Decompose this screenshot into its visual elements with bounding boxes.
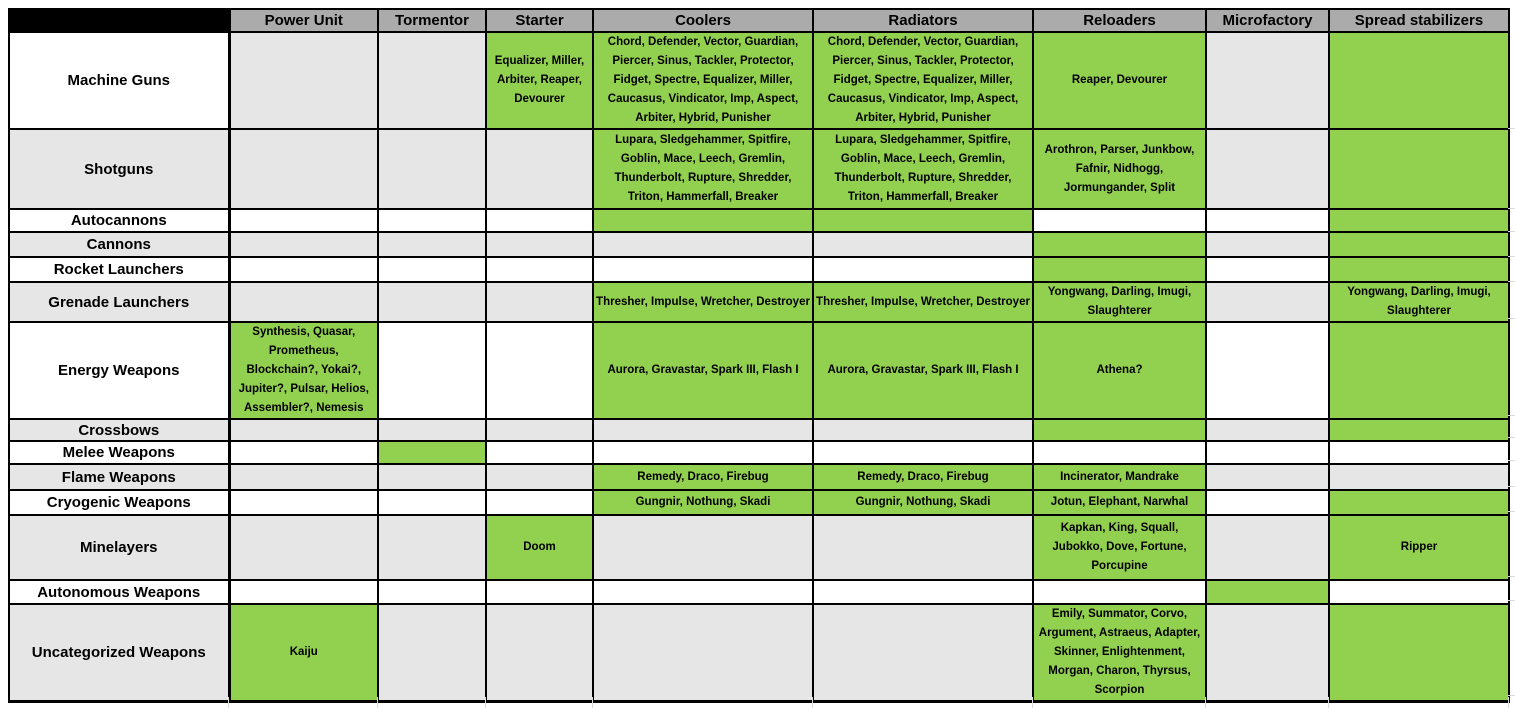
gridline: [1508, 576, 1515, 577]
gridline: [1508, 415, 1515, 416]
cell-melee-weapons-power-unit[interactable]: [229, 441, 378, 464]
cell-energy-weapons-power-unit[interactable]: Synthesis, Quasar, Prometheus, Blockchain?, Yokai?, Jupiter?, Pulsar, Helios, Assembler?, Nemesis: [229, 322, 378, 419]
cell-shotguns-radiators[interactable]: Lupara, Sledgehammer, Spitfire, Goblin, Mace, Leech, Gremlin, Thunderbolt, Rupture, Shredder, Triton, Hammerfall, Breaker: [813, 129, 1033, 209]
table-row: [9, 282, 1509, 322]
cell-minelayers-coolers[interactable]: [593, 515, 813, 580]
cell-grenade-launchers-tormentor[interactable]: [378, 282, 486, 322]
cell-minelayers-power-unit[interactable]: [229, 515, 378, 580]
cell-crossbows-starter[interactable]: [486, 419, 593, 441]
cell-grenade-launchers-power-unit[interactable]: [229, 282, 378, 322]
gridline: [1508, 208, 1515, 209]
cell-uncategorized-weapons-spread-stabilizers[interactable]: [1329, 604, 1509, 702]
row-label-autocannons[interactable]: Autocannons: [9, 209, 229, 232]
gridline: [812, 697, 813, 708]
cell-energy-weapons-coolers[interactable]: Aurora, Gravastar, Spark III, Flash I: [593, 322, 813, 419]
row-label-energy-weapons[interactable]: Energy Weapons: [9, 322, 229, 419]
row-label-flame-weapons[interactable]: Flame Weapons: [9, 464, 229, 490]
cell-cryogenic-weapons-power-unit[interactable]: [229, 490, 378, 515]
cell-crossbows-radiators[interactable]: [813, 419, 1033, 441]
cell-energy-weapons-microfactory[interactable]: [1206, 322, 1329, 419]
cell-autonomous-weapons-spread-stabilizers[interactable]: [1329, 580, 1509, 604]
cell-melee-weapons-reloaders[interactable]: [1033, 441, 1206, 464]
cell-rocket-launchers-coolers[interactable]: [593, 257, 813, 282]
cell-melee-weapons-starter[interactable]: [486, 441, 593, 464]
cell-cannons-tormentor[interactable]: [378, 232, 486, 257]
cell-flame-weapons-starter[interactable]: [486, 464, 593, 490]
cell-autonomous-weapons-power-unit[interactable]: [229, 580, 378, 604]
cell-autocannons-spread-stabilizers[interactable]: [1329, 209, 1509, 232]
column-header-microfactory[interactable]: Microfactory: [1206, 9, 1329, 32]
cell-melee-weapons-radiators[interactable]: [813, 441, 1033, 464]
cell-energy-weapons-starter[interactable]: [486, 322, 593, 419]
row-label-melee-weapons[interactable]: Melee Weapons: [9, 441, 229, 464]
cell-crossbows-spread-stabilizers[interactable]: [1329, 419, 1509, 441]
cell-minelayers-starter[interactable]: Doom: [486, 515, 593, 580]
cell-melee-weapons-tormentor[interactable]: [378, 441, 486, 464]
cell-flame-weapons-coolers[interactable]: Remedy, Draco, Firebug: [593, 464, 813, 490]
row-label-rocket-launchers[interactable]: Rocket Launchers: [9, 257, 229, 282]
cell-flame-weapons-spread-stabilizers[interactable]: [1329, 464, 1509, 490]
gridline: [1508, 231, 1515, 232]
cell-autocannons-coolers[interactable]: [593, 209, 813, 232]
table-row: [9, 464, 1509, 490]
table-row: [9, 515, 1509, 580]
cell-machine-guns-starter[interactable]: Equalizer, Miller, Arbiter, Reaper, Devourer: [486, 32, 593, 129]
cell-cryogenic-weapons-microfactory[interactable]: [1206, 490, 1329, 515]
cell-flame-weapons-radiators[interactable]: Remedy, Draco, Firebug: [813, 464, 1033, 490]
row-label-crossbows[interactable]: Crossbows: [9, 419, 229, 441]
row-label-minelayers[interactable]: Minelayers: [9, 515, 229, 580]
column-header-radiators[interactable]: Radiators: [813, 9, 1033, 32]
cell-flame-weapons-microfactory[interactable]: [1206, 464, 1329, 490]
row-label-uncategorized-weapons[interactable]: Uncategorized Weapons: [9, 604, 229, 702]
cell-melee-weapons-coolers[interactable]: [593, 441, 813, 464]
table-row: [9, 232, 1509, 257]
row-label-machine-guns[interactable]: Machine Guns: [9, 32, 229, 129]
column-header-power-unit[interactable]: Power Unit: [229, 9, 378, 32]
cell-cannons-starter[interactable]: [486, 232, 593, 257]
cell-shotguns-coolers[interactable]: Lupara, Sledgehammer, Spitfire, Goblin, Mace, Leech, Gremlin, Thunderbolt, Rupture, Shredder, Triton, Hammerfall, Breaker: [593, 129, 813, 209]
gridline: [1508, 281, 1515, 282]
cell-machine-guns-tormentor[interactable]: [378, 32, 486, 129]
cell-autocannons-reloaders[interactable]: [1033, 209, 1206, 232]
cell-cannons-microfactory[interactable]: [1206, 232, 1329, 257]
cell-autocannons-tormentor[interactable]: [378, 209, 486, 232]
gridline: [377, 697, 378, 708]
cell-crossbows-microfactory[interactable]: [1206, 419, 1329, 441]
cell-uncategorized-weapons-starter[interactable]: [486, 604, 593, 702]
cell-rocket-launchers-microfactory[interactable]: [1206, 257, 1329, 282]
cell-shotguns-spread-stabilizers[interactable]: [1329, 129, 1509, 209]
row-label-shotguns[interactable]: Shotguns: [9, 129, 229, 209]
cell-flame-weapons-tormentor[interactable]: [378, 464, 486, 490]
cell-crossbows-reloaders[interactable]: [1033, 419, 1206, 441]
cell-cannons-reloaders[interactable]: [1033, 232, 1206, 257]
cell-energy-weapons-reloaders[interactable]: Athena?: [1033, 322, 1206, 419]
cell-rocket-launchers-spread-stabilizers[interactable]: [1329, 257, 1509, 282]
cell-shotguns-tormentor[interactable]: [378, 129, 486, 209]
cell-grenade-launchers-spread-stabilizers[interactable]: Yongwang, Darling, Imugi, Slaughterer: [1329, 282, 1509, 322]
cell-flame-weapons-reloaders[interactable]: Incinerator, Mandrake: [1033, 464, 1206, 490]
cell-machine-guns-radiators[interactable]: Chord, Defender, Vector, Guardian, Piercer, Sinus, Tackler, Protector, Fidget, Spectre, Equalizer, Miller, Caucasus, Vindicator, Imp, Aspect, Arbiter, Hybrid, Punisher: [813, 32, 1033, 129]
table-row: [9, 209, 1509, 232]
column-header-tormentor[interactable]: Tormentor: [378, 9, 486, 32]
cell-machine-guns-power-unit[interactable]: [229, 32, 378, 129]
gridline: [1508, 697, 1509, 708]
cell-crossbows-tormentor[interactable]: [378, 419, 486, 441]
table-row: [9, 257, 1509, 282]
cell-minelayers-radiators[interactable]: [813, 515, 1033, 580]
cell-grenade-launchers-reloaders[interactable]: Yongwang, Darling, Imugi, Slaughterer: [1033, 282, 1206, 322]
cell-cannons-spread-stabilizers[interactable]: [1329, 232, 1509, 257]
row-label-autonomous-weapons[interactable]: Autonomous Weapons: [9, 580, 229, 604]
cell-cannons-coolers[interactable]: [593, 232, 813, 257]
cell-rocket-launchers-radiators[interactable]: [813, 257, 1033, 282]
cell-autonomous-weapons-reloaders[interactable]: [1033, 580, 1206, 604]
header-row: [9, 9, 1509, 32]
cell-melee-weapons-microfactory[interactable]: [1206, 441, 1329, 464]
table-row: [9, 490, 1509, 515]
cell-flame-weapons-power-unit[interactable]: [229, 464, 378, 490]
gridline: [1205, 697, 1206, 708]
cell-shotguns-reloaders[interactable]: Arothron, Parser, Junkbow, Fafnir, Nidhogg, Jormungander, Split: [1033, 129, 1206, 209]
cell-cryogenic-weapons-reloaders[interactable]: Jotun, Elephant, Narwhal: [1033, 490, 1206, 515]
table-row: [9, 32, 1509, 129]
cell-shotguns-microfactory[interactable]: [1206, 129, 1329, 209]
cell-cannons-power-unit[interactable]: [229, 232, 378, 257]
cell-cryogenic-weapons-coolers[interactable]: Gungnir, Nothung, Skadi: [593, 490, 813, 515]
cell-cryogenic-weapons-starter[interactable]: [486, 490, 593, 515]
corner-cell[interactable]: [9, 9, 229, 32]
cell-cannons-radiators[interactable]: [813, 232, 1033, 257]
cell-minelayers-microfactory[interactable]: [1206, 515, 1329, 580]
cell-uncategorized-weapons-coolers[interactable]: [593, 604, 813, 702]
cell-autocannons-microfactory[interactable]: [1206, 209, 1329, 232]
gridline: [228, 697, 229, 708]
gridline: [1508, 600, 1515, 601]
cell-machine-guns-reloaders[interactable]: Reaper, Devourer: [1033, 32, 1206, 129]
cell-shotguns-starter[interactable]: [486, 129, 593, 209]
cell-uncategorized-weapons-reloaders[interactable]: Emily, Summator, Corvo, Argument, Astraeus, Adapter, Skinner, Enlightenment, Morgan, Charon, Thyrsus, Scorpion: [1033, 604, 1206, 702]
cell-machine-guns-microfactory[interactable]: [1206, 32, 1329, 129]
weapons-mods-table: [8, 8, 1510, 703]
gridline: [1508, 128, 1515, 129]
column-header-starter[interactable]: Starter: [486, 9, 593, 32]
table-row: [9, 580, 1509, 604]
gridline: [1508, 460, 1515, 461]
cell-grenade-launchers-radiators[interactable]: Thresher, Impulse, Wretcher, Destroyer: [813, 282, 1033, 322]
cell-minelayers-reloaders[interactable]: Kapkan, King, Squall, Jubokko, Dove, Fortune, Porcupine: [1033, 515, 1206, 580]
cell-energy-weapons-spread-stabilizers[interactable]: [1329, 322, 1509, 419]
gridline: [1508, 318, 1515, 319]
gridline: [485, 697, 486, 708]
cell-shotguns-power-unit[interactable]: [229, 129, 378, 209]
gridline: [1328, 697, 1329, 708]
table-row: [9, 322, 1509, 419]
cell-rocket-launchers-power-unit[interactable]: [229, 257, 378, 282]
row-label-grenade-launchers[interactable]: Grenade Launchers: [9, 282, 229, 322]
cell-autocannons-starter[interactable]: [486, 209, 593, 232]
cell-cryogenic-weapons-spread-stabilizers[interactable]: [1329, 490, 1509, 515]
cell-grenade-launchers-starter[interactable]: [486, 282, 593, 322]
table-row: [9, 441, 1509, 464]
cell-machine-guns-spread-stabilizers[interactable]: [1329, 32, 1509, 129]
cell-energy-weapons-tormentor[interactable]: [378, 322, 486, 419]
cell-energy-weapons-radiators[interactable]: Aurora, Gravastar, Spark III, Flash I: [813, 322, 1033, 419]
table-row: [9, 604, 1509, 702]
gridline: [1032, 697, 1033, 708]
cell-cryogenic-weapons-tormentor[interactable]: [378, 490, 486, 515]
gridline: [1508, 695, 1515, 696]
cell-autocannons-radiators[interactable]: [813, 209, 1033, 232]
row-label-cryogenic-weapons[interactable]: Cryogenic Weapons: [9, 490, 229, 515]
column-header-reloaders[interactable]: Reloaders: [1033, 9, 1206, 32]
cell-autocannons-power-unit[interactable]: [229, 209, 378, 232]
gridline: [1508, 486, 1515, 487]
gridline: [592, 697, 593, 708]
cell-rocket-launchers-reloaders[interactable]: [1033, 257, 1206, 282]
gridline: [1508, 256, 1515, 257]
cell-melee-weapons-spread-stabilizers[interactable]: [1329, 441, 1509, 464]
cell-rocket-launchers-tormentor[interactable]: [378, 257, 486, 282]
cell-autonomous-weapons-radiators[interactable]: [813, 580, 1033, 604]
cell-uncategorized-weapons-tormentor[interactable]: [378, 604, 486, 702]
cell-autonomous-weapons-tormentor[interactable]: [378, 580, 486, 604]
table-row: [9, 129, 1509, 209]
cell-cryogenic-weapons-radiators[interactable]: Gungnir, Nothung, Skadi: [813, 490, 1033, 515]
cell-minelayers-tormentor[interactable]: [378, 515, 486, 580]
cell-uncategorized-weapons-microfactory[interactable]: [1206, 604, 1329, 702]
cell-minelayers-spread-stabilizers[interactable]: Ripper: [1329, 515, 1509, 580]
cell-grenade-launchers-microfactory[interactable]: [1206, 282, 1329, 322]
cell-rocket-launchers-starter[interactable]: [486, 257, 593, 282]
table-row: [9, 419, 1509, 441]
cell-autonomous-weapons-starter[interactable]: [486, 580, 593, 604]
cell-crossbows-power-unit[interactable]: [229, 419, 378, 441]
cell-uncategorized-weapons-radiators[interactable]: [813, 604, 1033, 702]
cell-crossbows-coolers[interactable]: [593, 419, 813, 441]
cell-uncategorized-weapons-power-unit[interactable]: Kaiju: [229, 604, 378, 702]
column-header-spread-stabilizers[interactable]: Spread stabilizers: [1329, 9, 1509, 32]
gridline: [1508, 437, 1515, 438]
gridline: [1508, 511, 1515, 512]
cell-grenade-launchers-coolers[interactable]: Thresher, Impulse, Wretcher, Destroyer: [593, 282, 813, 322]
row-label-cannons[interactable]: Cannons: [9, 232, 229, 257]
weapons-mods-spreadsheet: [8, 8, 1510, 703]
cell-autonomous-weapons-coolers[interactable]: [593, 580, 813, 604]
cell-autonomous-weapons-microfactory[interactable]: [1206, 580, 1329, 604]
column-header-coolers[interactable]: Coolers: [593, 9, 813, 32]
cell-machine-guns-coolers[interactable]: Chord, Defender, Vector, Guardian, Piercer, Sinus, Tackler, Protector, Fidget, Spectre, Equalizer, Miller, Caucasus, Vindicator, Imp, Aspect, Arbiter, Hybrid, Punisher: [593, 32, 813, 129]
